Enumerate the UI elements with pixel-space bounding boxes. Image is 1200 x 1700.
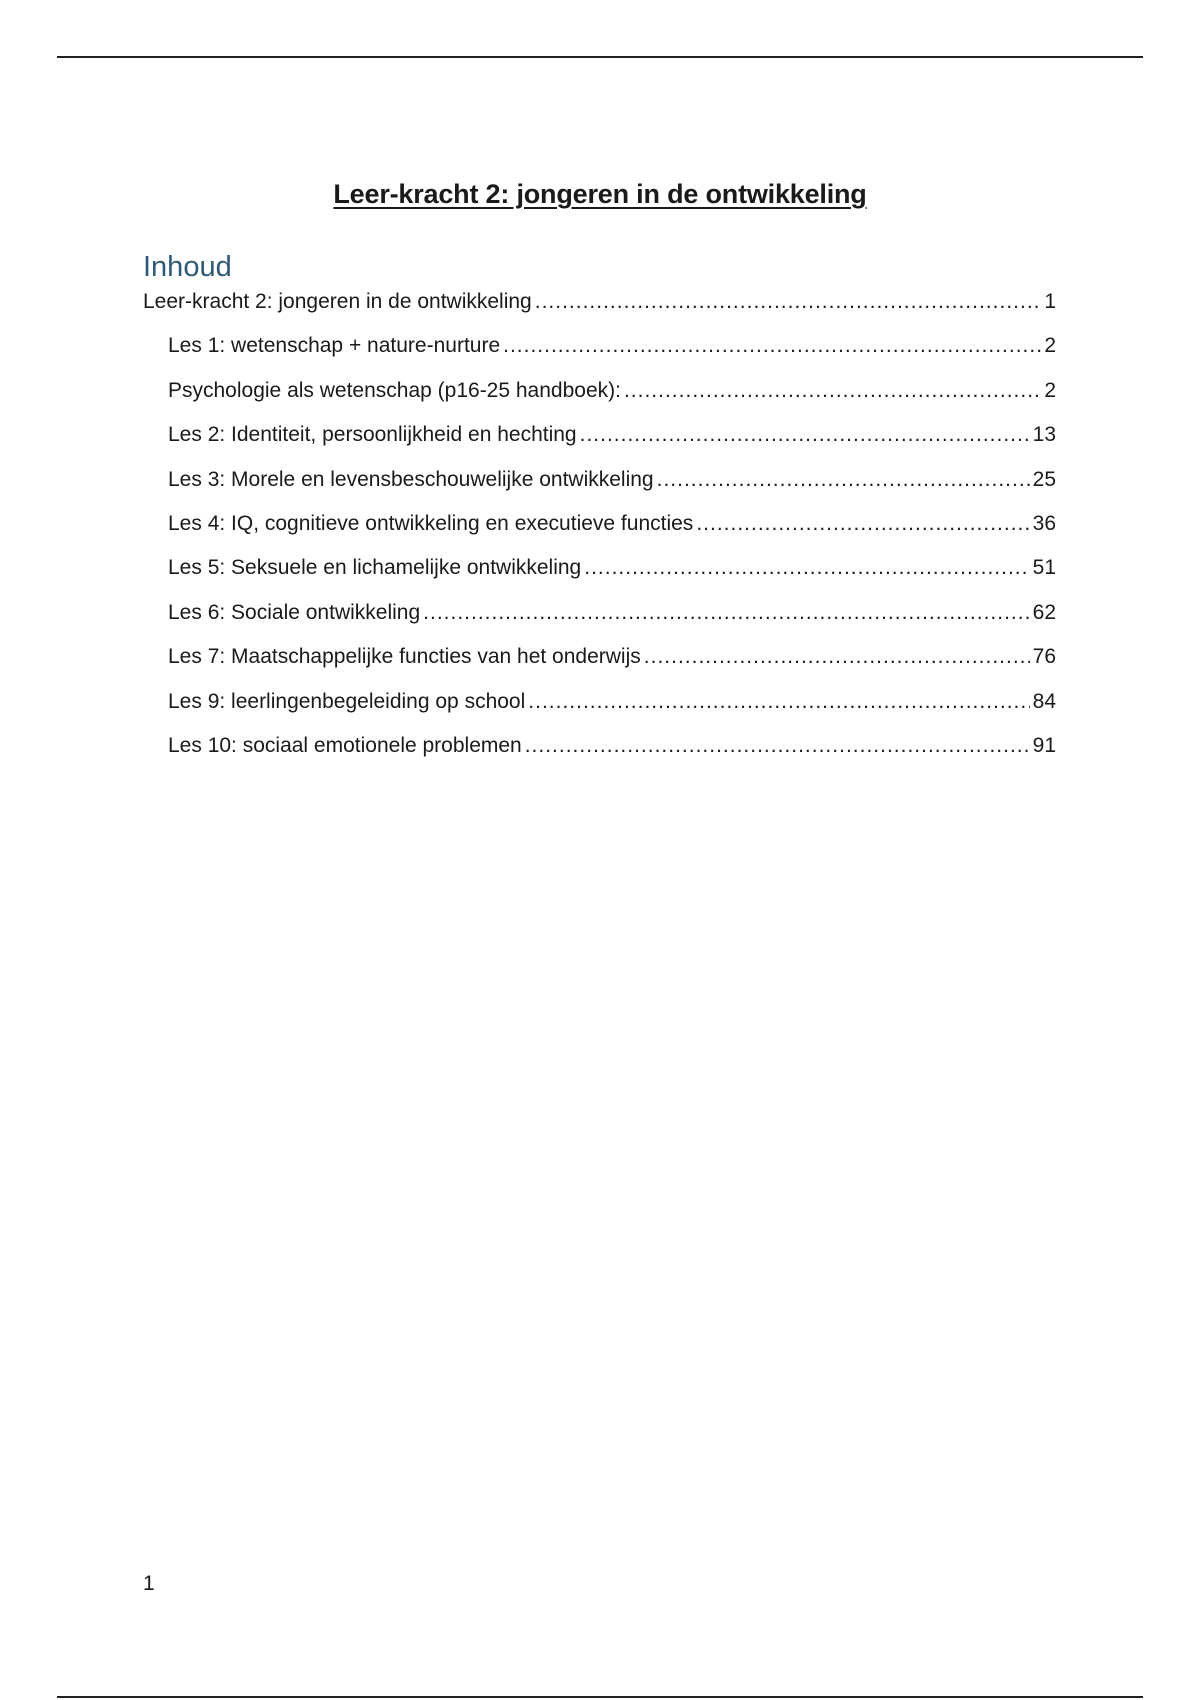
toc-leader-dots (644, 645, 1030, 669)
toc-entry-label: Les 6: Sociale ontwikkeling (168, 600, 421, 624)
toc-entry[interactable] (143, 734, 1056, 778)
header-rule (57, 56, 1143, 58)
toc-entry-page: 25 (1032, 467, 1056, 491)
footer-rule (57, 1696, 1143, 1698)
toc-entry-page: 13 (1032, 423, 1056, 447)
toc-leader-dots (696, 512, 1029, 536)
toc-entry-label: Les 5: Seksuele en lichamelijke ontwikkeling (168, 556, 582, 580)
toc-leader-dots (423, 601, 1029, 625)
toc-heading: Inhoud (143, 251, 232, 283)
toc-entry-label: Les 9: leerlingenbegeleiding op school (168, 689, 526, 713)
toc-entry[interactable] (143, 601, 1056, 645)
toc-entry[interactable] (143, 468, 1056, 512)
toc-entry[interactable] (143, 379, 1056, 423)
toc-entry[interactable] (143, 334, 1056, 378)
toc-entry-label: Les 10: sociaal emotionele problemen (168, 733, 522, 757)
toc-entry-label: Les 4: IQ, cognitieve ontwikkeling en executieve functies (168, 511, 694, 535)
toc-entry-label: Les 3: Morele en levensbeschouwelijke ontwikkeling (168, 467, 654, 491)
toc-entry-page: 62 (1032, 600, 1056, 624)
toc-entry-label: Leer-kracht 2: jongeren in de ontwikkeling (143, 290, 532, 313)
toc-entry-page: 76 (1032, 645, 1056, 669)
toc-leader-dots (580, 423, 1030, 447)
document-title: Leer-kracht 2: jongeren in de ontwikkeling (333, 179, 867, 209)
toc-entry[interactable] (143, 512, 1056, 556)
toc-leader-dots (657, 468, 1030, 492)
toc-entry-label: Les 1: wetenschap + nature-nurture (168, 334, 501, 358)
toc-entry-label: Les 2: Identiteit, persoonlijkheid en hechting (168, 423, 577, 447)
toc-leader-dots (535, 290, 1042, 314)
toc-entry[interactable] (143, 690, 1056, 734)
table-of-contents (143, 290, 1056, 778)
toc-entry-page: 2 (1044, 334, 1056, 358)
toc-leader-dots (624, 379, 1041, 403)
toc-entry-page: 84 (1032, 689, 1056, 713)
toc-entry-page: 36 (1032, 511, 1056, 535)
toc-entry[interactable] (143, 290, 1056, 334)
toc-leader-dots (503, 334, 1041, 358)
toc-entry-page: 51 (1032, 556, 1056, 580)
page-number: 1 (143, 1572, 155, 1595)
toc-entry[interactable] (143, 645, 1056, 689)
toc-entry-page: 91 (1032, 733, 1056, 757)
toc-leader-dots (528, 690, 1029, 714)
toc-entry-label: Psychologie als wetenschap (p16-25 handboek): (168, 378, 621, 402)
toc-leader-dots (584, 556, 1029, 580)
toc-entry[interactable] (143, 423, 1056, 467)
toc-entry-page: 1 (1044, 290, 1056, 313)
toc-entry-page: 2 (1044, 378, 1056, 402)
toc-leader-dots (525, 734, 1030, 758)
toc-entry-label: Les 7: Maatschappelijke functies van het onderwijs (168, 645, 641, 669)
toc-entry[interactable] (143, 556, 1056, 600)
